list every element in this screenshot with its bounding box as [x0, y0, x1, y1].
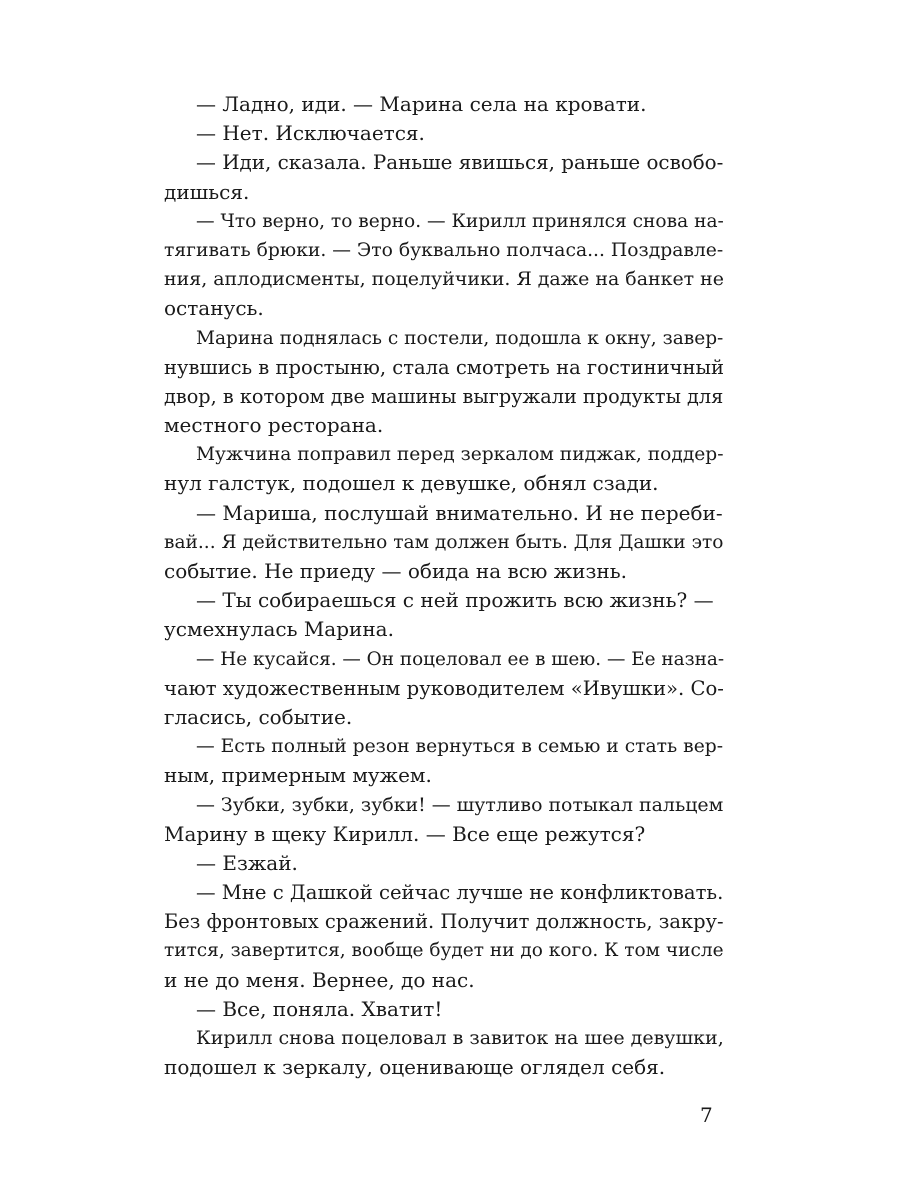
text-line: — Нет. Исключается. [196, 121, 425, 146]
text-line: Без фронтовых сражений. Получит должность, закру- [164, 910, 724, 934]
text-line: дишься. [164, 179, 250, 204]
text-line: Кирилл снова поцеловал в завиток на шее девушки, [196, 1027, 724, 1049]
text-line: — Зубки, зубки, зубки! — шутливо потыкал пальцем [196, 793, 724, 816]
text-line: — Мне с Дашкой сейчас лучше не конфликтовать. [196, 881, 724, 905]
text-line: местного ресторана. [164, 413, 384, 438]
text-line: — Все, поняла. Хватит! [196, 996, 443, 1021]
text-line: нувшись в простыню, стала смотреть на гостиничный [164, 355, 724, 379]
text-line: — Мариша, послушай внимательно. И не переби- [196, 500, 723, 525]
text-line: нул галстук, подошел к девушке, обнял сзади. [164, 471, 659, 496]
text-line: Мужчина поправил перед зеркалом пиджак, поддер- [196, 444, 724, 466]
text-line: — Ты собираешься с ней прожить всю жизнь? — [196, 588, 714, 613]
text-line: — Что верно, то верно. — Кирилл принялся снова на- [196, 210, 724, 232]
text-line: — Есть полный резон вернуться в семью и стать вер- [196, 736, 724, 758]
body-text [164, 90, 724, 1082]
text-line: останусь. [164, 296, 264, 321]
text-line: ным, примерным мужем. [164, 763, 432, 788]
text-line: чают художественным руководителем «Ивушки». Со- [164, 676, 724, 700]
text-line: и не до меня. Вернее, до нас. [164, 967, 475, 992]
text-line: событие. Не приеду — обида на всю жизнь. [164, 559, 627, 583]
text-line: гласись, событие. [164, 704, 353, 729]
text-line: ния, аплодисменты, поцелуйчики. Я даже на банкет не [164, 268, 724, 291]
text-line: тягивать брюки. — Это буквально полчаса... Поздравле- [164, 239, 724, 261]
text-line: Марина поднялась с постели, подошла к окну, завер- [196, 327, 724, 349]
text-line: — Не кусайся. — Он поцеловал ее в шею. — Ее назна- [196, 648, 725, 670]
text-line: — Ладно, иди. — Марина села на кровати. [196, 92, 647, 116]
text-line: усмехнулась Марина. [164, 617, 394, 642]
page-number: 7 [700, 1103, 713, 1127]
text-line: — Езжай. [196, 850, 298, 875]
text-line: — Иди, сказала. Раньше явишься, раньше освобо- [196, 151, 724, 175]
text-line: подошел к зеркалу, оценивающе оглядел себя. [164, 1055, 666, 1080]
text-line: двор, в котором две машины выгружали продукты для [164, 384, 724, 408]
text-line: тится, завертится, вообще будет ни до кого. К том числе [164, 940, 724, 962]
text-line: Марину в щеку Кирилл. — Все еще режутся? [164, 821, 646, 846]
text-line: вай... Я действительно там должен быть. Для Дашки это [164, 531, 724, 553]
